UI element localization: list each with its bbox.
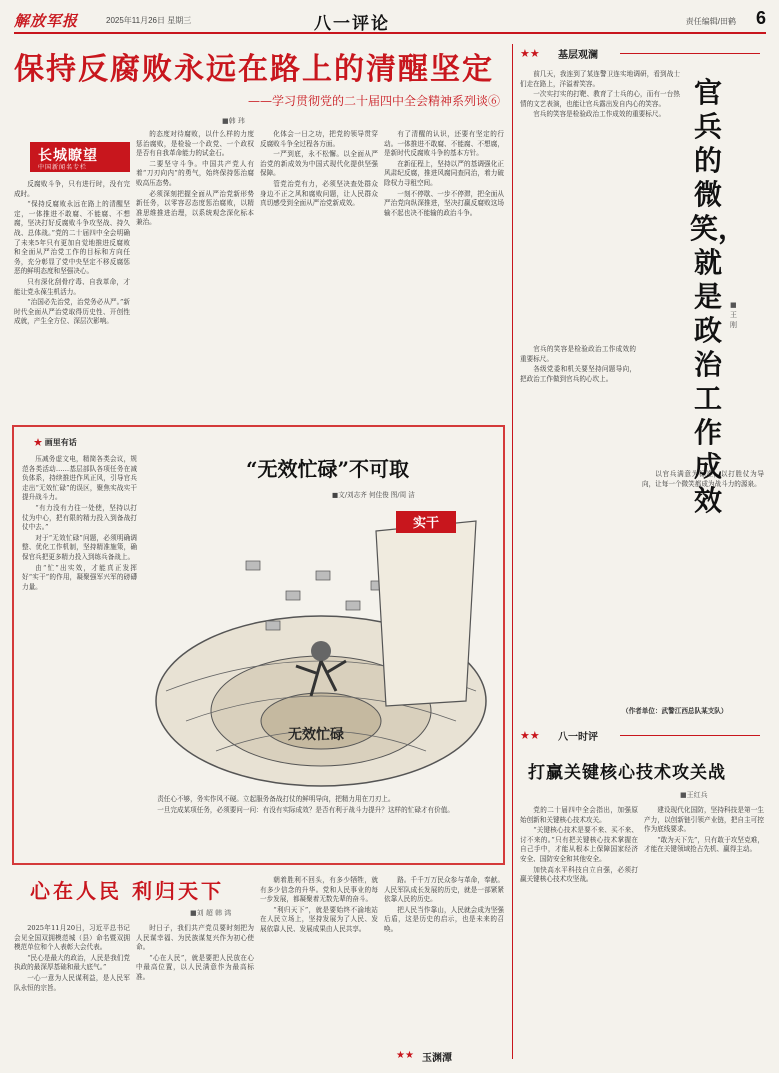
paragraph: “民心是最大的政治，人民是我们党执政的最深厚基础和最大底气。”	[14, 953, 130, 972]
paragraph: 朝着胜利不回头，有多少牺牲，就有多少信念的升华。党和人民事业的每一步发展，都凝聚着无数先辈的奋斗。	[260, 876, 378, 904]
cartoon-illustration	[146, 501, 501, 791]
star-icon: ★★	[396, 1050, 414, 1061]
paragraph: 有了清醒的认识，还要有坚定的行动。一体推进不敢腐、不能腐、不想腐，是新时代反腐败斗争的基本方针。	[384, 130, 504, 158]
paragraph: 各级党委和机关要坚持问题导向，把政治工作做到官兵的心坎上。	[520, 365, 636, 383]
paragraph: 一次实打实的打靶、教育了士兵的心，而有一台热情的文艺表演，也能让官兵露出发自内心的笑容。	[520, 90, 680, 108]
column-divider	[512, 44, 513, 1059]
paragraph: 责任心不够，务实作风不硬。立起服务备战打仗的鲜明导向，把精力用在刀刃上。	[157, 795, 395, 803]
paragraph: 前几天，我连到了某连警卫连实地调研，看到战士们走在路上，洋溢着笑容。	[520, 70, 680, 88]
column-badge-subtitle: 中国新闻名专栏	[38, 164, 88, 171]
dateline: 2025年11月26日 星期三	[106, 16, 192, 25]
page-number: 6	[755, 8, 766, 28]
star-icon: ★★	[520, 47, 540, 60]
section-title: 八一评论	[314, 14, 390, 34]
lead-subtitle: ——学习贯彻党的二十届四中全会精神系列谈⑥	[247, 94, 500, 108]
star-icon: ★	[34, 437, 42, 447]
cartoon-banner-text: 实干	[412, 516, 440, 531]
jiceng-column-2	[520, 345, 636, 700]
paragraph: “利归天下”，就是要始终不渝地站在人民立场上，坚持发展为了人民、发展依靠人民、发展成果由人民共享。	[260, 905, 378, 933]
cartoon-column-tag: ★ 画里有话	[34, 437, 77, 447]
divider	[620, 735, 760, 736]
paragraph: 对于“无效忙碌”问题，必须明确调整、优化工作机制，坚持精准施策，确保官兵把更多精力投入到练兵备战上。	[22, 533, 137, 561]
lead-column-1	[14, 180, 130, 420]
paragraph: “关键核心技术是要不来、买不来、讨不来的。”只有把关键核心技术掌握在自己手中，才能从根本上保障国家经济安全、国防安全和其他安全。	[520, 826, 638, 863]
shiping-column-2	[644, 806, 764, 1064]
paragraph: 路。千千万万民众参与革命，奉献。人民军队成长发展的历史，就是一部紧紧依靠人民的历史。	[384, 876, 504, 904]
paragraph: 反腐败斗争，只有进行时，没有完成时。	[14, 180, 130, 198]
author-note: （作者单位：武警江西总队某支队）	[622, 707, 728, 715]
paragraph: 管党治党有力，必须坚决查处群众身边不正之风和腐败问题，让人民群众真切感受到全面从严治党新成效。	[260, 179, 378, 208]
paragraph: “治国必先治党，治党务必从严。”新时代全面从严治党取得历史性、开创性成就，产生全方位、深层次影响。	[14, 298, 130, 326]
shiping-column-label: ★★ 八一时评	[520, 726, 760, 746]
paragraph: 建设现代化国防，坚持科技是第一生产力，以创新链引领产业链，把自主可控作为底线要求。	[644, 806, 764, 834]
paragraph: 一旦完成某项任务，必须要问一问：有没有实际成效？是否有利于战斗力提升？这样的忙碌才有价值。	[157, 805, 454, 814]
paragraph: “敢为天下先”，只有敢于攻坚克难，才能在关键领域抢占先机、赢得主动。	[644, 835, 764, 854]
yuyuan-column-label: ★★ 玉渊潭	[396, 1050, 452, 1064]
lead-column-2	[136, 130, 254, 420]
paragraph: 在新征程上，坚持以严的基调强化正风肃纪反腐，推进风腐同查同治，着力破除权力寻租空间。	[384, 159, 504, 187]
bottom-column-3	[260, 876, 378, 1064]
paragraph: 把人民当作靠山，人民就会成为坚强后盾，这是历史的启示，也是未来的召唤。	[384, 905, 504, 933]
jiceng-column-label: ★★ 基层观澜	[520, 44, 760, 64]
jiceng-byline: ■王 刚	[730, 301, 737, 329]
paragraph: 压减务虚文电，精简各类会议，规范各类活动……基层部队各项任务在减负体系，持续推进作风正风，引导官兵走出“无效忙碌”的误区，聚焦实战实干提升战斗力。	[22, 455, 137, 502]
paragraph: 的态度对待腐败，以什么样的力度惩治腐败，是检验一个政党、一个政权是否有自我革命能力的试金石。	[136, 130, 254, 158]
bottom-column-2	[136, 924, 254, 1064]
jiceng-column-1	[520, 70, 680, 340]
shiping-column-1	[520, 806, 638, 1064]
lead-column-4	[384, 130, 504, 420]
paragraph: 化体会一日之功，把党的领导贯穿反腐败斗争全过程各方面。	[260, 130, 378, 148]
paragraph: 二要坚守斗争。中国共产党人有着“刀刃向内”的勇气，始终保持惩治腐败高压态势。	[136, 159, 254, 187]
paragraph: 加快高水平科技自立自强，必须打赢关键核心技术攻坚战。	[520, 865, 638, 884]
paragraph: 必须深刻把握全面从严治党新形势新任务，以零容忍态度惩治腐败，以精准思维推进治理，以系统观念深化标本兼治。	[136, 189, 254, 227]
paragraph: 官兵的笑容是检验政治工作成效的重要标尺。	[533, 110, 666, 119]
paragraph: 时日子，我们共产党员要时刻把为人民谋幸福、为民族谋复兴作为初心使命。	[136, 924, 254, 952]
paragraph: 官兵的笑容是检验政治工作成效的重要标尺。	[520, 345, 636, 363]
lead-column-3	[260, 130, 378, 420]
cartoon-text-column-2	[144, 795, 504, 855]
shiping-title: 打赢关键核心技术攻关战	[528, 763, 726, 783]
section-headline: 心在人民 利归天下	[30, 879, 224, 903]
bottom-column-4	[384, 876, 504, 1044]
paragraph: 以官兵满意为标准，以打胜仗为导向，让每一个微笑都成为战斗力的源泉。	[642, 470, 764, 488]
paragraph: 一刻不停歇、一步不停滞，把全面从严治党向纵深推进，坚决打赢反腐败这场输不起也决不能输的政治斗争。	[384, 189, 504, 217]
divider	[620, 53, 760, 54]
paragraph: “保持反腐败永远在路上的清醒坚定，一体推进不敢腐、不能腐、不想腐，坚决打好反腐败斗争攻坚战、持久战、总体战。”党的二十届四中全会明确了未来5年只有更加自觉地推进反腐败和全面从严治党工作的目标和方向任务，充分彰显了党中央坚定不移反腐惩恶的鲜明态度和坚强决心。	[14, 200, 130, 276]
masthead	[14, 8, 766, 34]
cartoon-credit: ■文/刘志齐 何佳俊 图/周 洁	[332, 491, 415, 499]
paragraph: 党的二十届四中全会指出，加强原始创新和关键核心技术攻关。	[520, 806, 638, 824]
paragraph: 只有深化刮骨疗毒、自我革命，才能让党永葆生机活力。	[14, 277, 130, 296]
newspaper-logo: 解放军报	[14, 12, 79, 30]
shiping-byline: ■王红兵	[680, 791, 708, 799]
bottom-column-1	[14, 924, 130, 1064]
cartoon-title: “无效忙碌”不可取	[246, 457, 410, 481]
paragraph: 2025年11月20日，习近平总书记会见全国双拥模范城（县）命名暨双拥模范单位和个人表彰大会代表。	[14, 924, 130, 952]
cartoon-feature-box	[12, 425, 505, 865]
paragraph: 由“忙”出实效，才能真正发挥好“实干”的作用，凝聚强军兴军的磅礴力量。	[22, 563, 137, 591]
lead-byline: ■韩 玮	[222, 117, 245, 125]
jiceng-vertical-title: 官兵的微笑，就是政治工作成效	[690, 76, 747, 517]
column-badge-title: 长城瞭望	[38, 148, 98, 164]
star-icon: ★★	[520, 729, 540, 742]
column-badge	[30, 142, 130, 172]
editor-credit: 责任编辑/田鹤	[685, 17, 736, 26]
paragraph: 一心一意为人民谋利益，是人民军队永恒的宗旨。	[14, 973, 130, 992]
cartoon-text-column-1	[22, 455, 137, 855]
paragraph: 一严到底，永不松懈。以全面从严治党的新成效为中国式现代化提供坚强保障。	[260, 150, 378, 178]
section-byline: ■刘 超 韩 鸿	[190, 909, 232, 917]
lead-title: 保持反腐败永远在路上的清醒坚定	[14, 52, 494, 87]
paragraph: “心在人民”，就是要把人民放在心中最高位置，以人民满意作为最高标准。	[136, 953, 254, 981]
paragraph: “有力没有力往一处使，坚持以打仗为中心，把有限的精力投入到备战打仗中去。”	[22, 503, 137, 532]
cartoon-well-text: 无效忙碌	[288, 727, 344, 743]
